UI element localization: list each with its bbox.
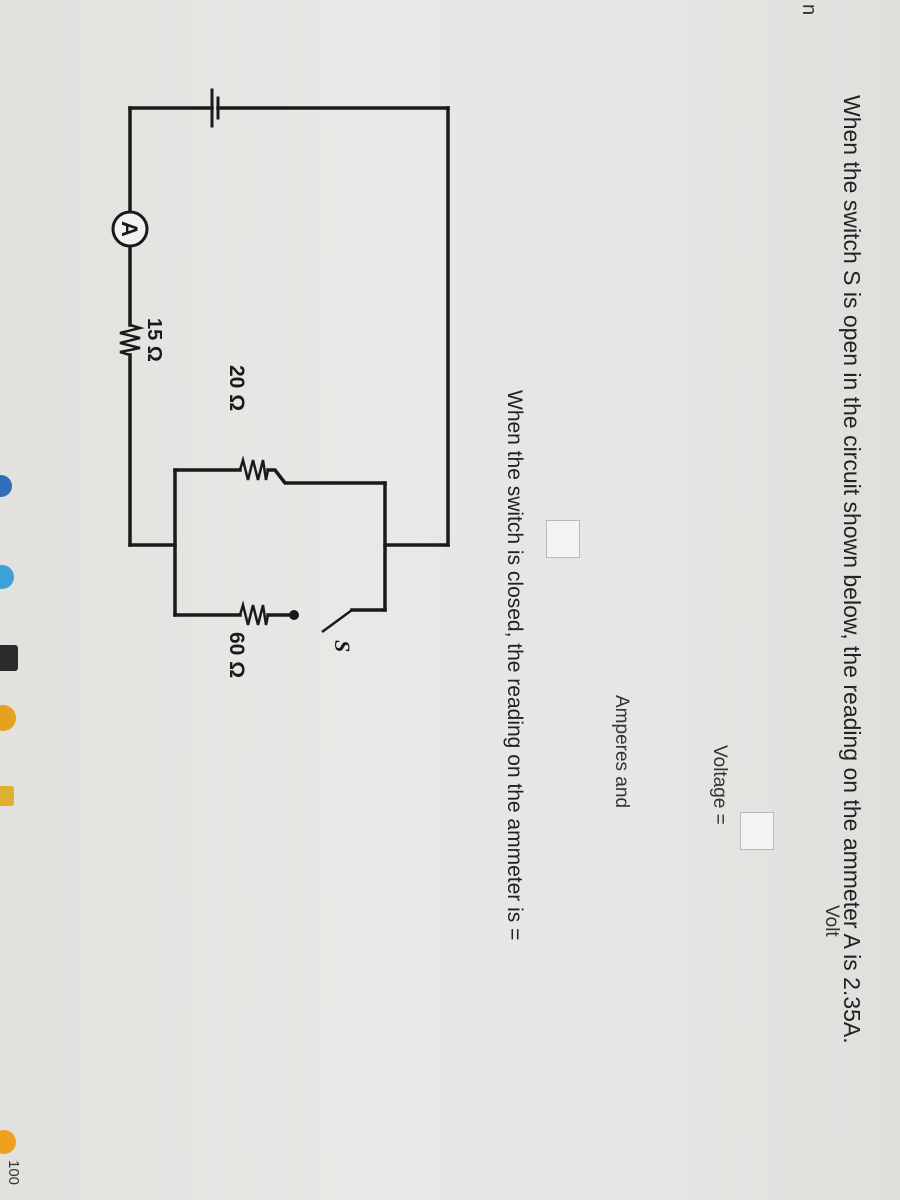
switch-label: S	[330, 640, 355, 653]
volt-label: Volt	[821, 905, 842, 937]
switch-contact	[289, 610, 299, 620]
edge-text: n	[798, 4, 820, 16]
branch-20-lower	[268, 470, 385, 483]
resistor-20-zigzag	[240, 460, 268, 480]
taskbar-folder-icon[interactable]	[0, 786, 14, 806]
resistor-60-label: 60 Ω	[225, 632, 248, 679]
voltage-input[interactable]	[740, 812, 774, 850]
closed-switch-prompt: When the switch is closed, the reading on the ammeter is =	[503, 390, 526, 941]
resistor-20-label: 20 Ω	[225, 365, 248, 412]
resistor-15-zigzag	[120, 325, 140, 355]
voltage-label: Voltage =	[709, 745, 730, 825]
amperes-label: Amperes and	[611, 695, 632, 809]
resistor-15-label: 15 Ω	[143, 318, 165, 362]
resistor-60-zigzag	[240, 605, 268, 625]
question-text: When the switch S is open in the circuit shown below, the reading on the ammeter A is 2.35A.	[839, 95, 865, 1044]
switch-blade	[322, 610, 352, 632]
corner-number: 100	[5, 1160, 22, 1186]
amperes-input[interactable]	[546, 520, 580, 558]
taskbar-store-icon[interactable]	[0, 645, 18, 671]
ammeter-label: A	[117, 221, 142, 237]
ammeter-icon	[113, 212, 147, 246]
